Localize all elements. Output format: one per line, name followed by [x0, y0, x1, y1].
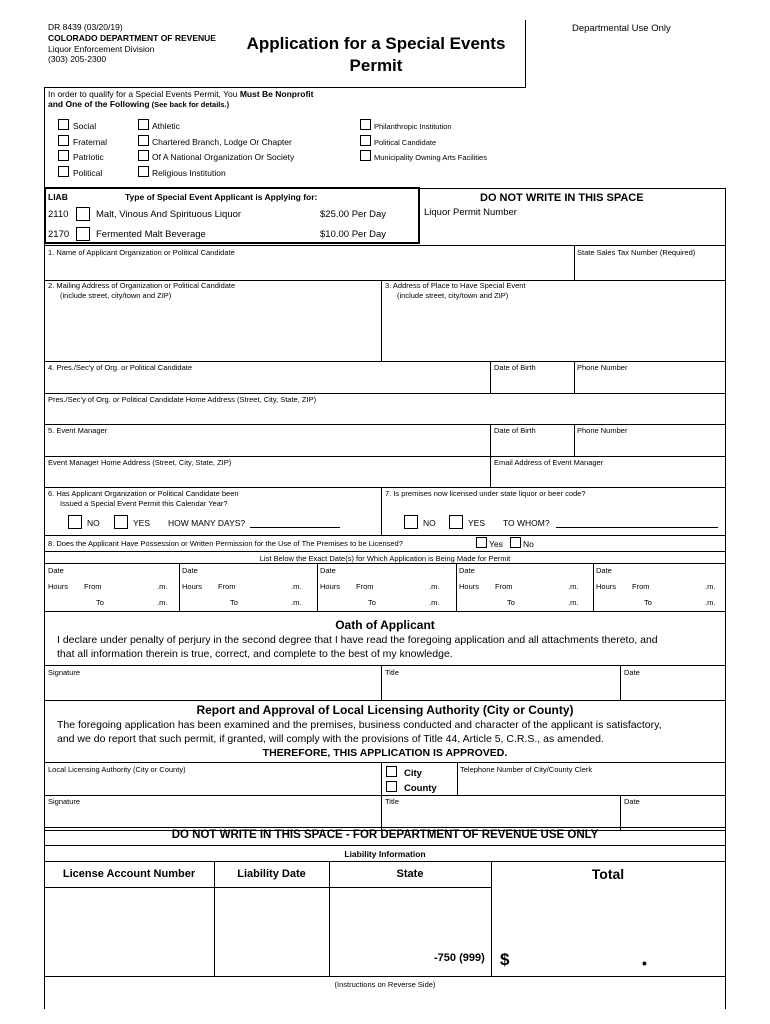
state-code: -750 (999): [434, 952, 485, 964]
national-label: Of A National Organization Or Society: [152, 152, 295, 162]
malt-vinous-checkbox[interactable]: [76, 207, 90, 221]
sales-tax-input[interactable]: [577, 258, 723, 278]
form-number: DR 8439 (03/20/19): [48, 22, 123, 32]
rule: [44, 700, 726, 701]
rule: [44, 551, 726, 552]
rule: [44, 424, 726, 425]
event-address-label: 3. Address of Place to Have Special Event: [385, 281, 526, 290]
clerk-telephone-label: Telephone Number of City/County Clerk: [460, 765, 593, 774]
am-pm-label: .m.: [157, 598, 168, 607]
rule: [44, 861, 726, 862]
athletic-checkbox[interactable]: [138, 119, 149, 130]
am-pm-label: .m.: [429, 598, 440, 607]
to-whom-label: TO WHOM?: [503, 518, 550, 528]
manager-home-label: Event Manager Home Address (Street, City, State, ZIP): [48, 458, 232, 467]
state-label: State: [396, 868, 424, 880]
liab-heading: Type of Special Event Applicant is Applying for:: [125, 192, 318, 202]
division-name: Liquor Enforcement Division: [48, 44, 155, 54]
report-line-2: and we do report that such permit, if granted, will comply with the provisions of Title 44, Article 5, C.R.S., as amended.: [57, 733, 604, 745]
q7-no-label: NO: [423, 518, 436, 528]
divider: [620, 795, 621, 830]
q6-no-checkbox[interactable]: [68, 515, 82, 529]
manager-phone-label: Phone Number: [577, 426, 628, 435]
q8-yes-label: Yes: [489, 539, 503, 549]
from-label: From: [356, 582, 374, 591]
license-account-label: License Account Number: [62, 868, 196, 880]
social-label: Social: [73, 121, 97, 131]
from-label: From: [84, 582, 102, 591]
q8-label: 8. Does the Applicant Have Possession or Written Permission for the Use of The Premises to be Licensed?: [48, 539, 403, 548]
dollar-sign: $: [500, 950, 510, 969]
department-name: COLORADO DEPARTMENT OF REVENUE: [48, 33, 216, 43]
title-line-1: Application for a Special Events: [246, 34, 506, 53]
political-label: Political: [73, 168, 103, 178]
religious-label: Religious Institution: [152, 168, 226, 178]
philanthropic-label: Philanthropic Institution: [374, 122, 452, 131]
liab-row1-code: 2110: [48, 209, 69, 220]
list-dates-heading: List Below the Exact Date(s) for Which Application is Being Made for Permit: [259, 554, 511, 563]
q7-no-checkbox[interactable]: [404, 515, 418, 529]
sales-tax-label: State Sales Tax Number (Required): [577, 248, 696, 257]
president-label: 4. Pres./Sec'y of Org. or Political Candidate: [48, 363, 192, 372]
rule: [44, 845, 726, 846]
report-heading: Report and Approval of Local Licensing Authority (City or County): [196, 703, 574, 717]
candidate-checkbox[interactable]: [360, 135, 371, 146]
to-label: To: [644, 598, 652, 607]
how-many-days-input[interactable]: [250, 527, 340, 528]
rule: [44, 611, 726, 612]
mailing-address-label: 2. Mailing Address of Organization or Political Candidate: [48, 281, 236, 290]
oath-line-2: that all information therein is true, correct, and complete to the best of my knowledge.: [57, 648, 453, 660]
rule: [420, 188, 726, 189]
oath-signature-label: Signature: [48, 668, 81, 677]
am-pm-label: .m.: [568, 598, 579, 607]
rule: [44, 245, 726, 246]
divider: [381, 762, 382, 830]
political-checkbox[interactable]: [58, 166, 69, 177]
religious-checkbox[interactable]: [138, 166, 149, 177]
national-checkbox[interactable]: [138, 150, 149, 161]
q6-yes-checkbox[interactable]: [114, 515, 128, 529]
president-dob-label: Date of Birth: [494, 363, 536, 372]
hours-label: Hours: [596, 582, 617, 591]
athletic-label: Athletic: [152, 121, 180, 131]
how-many-days-label: HOW MANY DAYS?: [168, 518, 246, 528]
liab-row2-code: 2170: [48, 229, 70, 240]
to-label: To: [96, 598, 104, 607]
divider: [457, 762, 458, 795]
president-home-label: Pres./Sec'y of Org. or Political Candidate Home Address (Street, City, State, ZIP): [48, 395, 317, 404]
manager-email-label: Email Address of Event Manager: [494, 458, 604, 467]
from-label: From: [218, 582, 236, 591]
qualify-line-2: and One of the Following (See back for details.): [48, 99, 230, 109]
page-title: [228, 33, 524, 77]
frame-right: [725, 188, 726, 1009]
date-label: Date: [320, 566, 336, 575]
divider: [490, 361, 491, 393]
date-label: Date: [459, 566, 475, 575]
to-label: To: [368, 598, 376, 607]
rule: [44, 762, 726, 763]
q8-no-label: No: [523, 539, 534, 549]
footer-instructions: (Instructions on Reverse Side): [334, 980, 436, 989]
header-divider: [525, 20, 526, 88]
social-checkbox[interactable]: [58, 119, 69, 130]
city-label: City: [404, 768, 422, 779]
rule: [44, 827, 726, 828]
rule: [44, 563, 726, 564]
liab-row2-label: Fermented Malt Beverage: [96, 229, 206, 240]
divider: [574, 245, 575, 280]
q6-no-label: NO: [87, 518, 100, 528]
divider: [381, 280, 382, 361]
report-date-label: Date: [624, 797, 640, 806]
am-pm-label: .m.: [429, 582, 440, 591]
am-pm-label: .m.: [291, 582, 302, 591]
rule: [44, 976, 726, 977]
date-label: Date: [182, 566, 198, 575]
liability-information-label: Liability Information: [344, 849, 426, 859]
oath-date-input[interactable]: [623, 678, 723, 698]
divider: [620, 665, 621, 700]
local-authority-label: Local Licensing Authority (City or County): [48, 765, 186, 774]
patriotic-checkbox[interactable]: [58, 150, 69, 161]
applicant-name-input[interactable]: [46, 258, 572, 278]
am-pm-label: .m.: [705, 598, 716, 607]
date-label: Date: [48, 566, 64, 575]
oath-signature-input[interactable]: [46, 678, 379, 698]
oath-title-label: Title: [385, 668, 399, 677]
am-pm-label: .m.: [157, 582, 168, 591]
rule: [44, 795, 726, 796]
q7-yes-label: YES: [468, 518, 486, 528]
rule: [44, 887, 492, 888]
divider: [456, 563, 457, 611]
rule: [44, 487, 726, 488]
report-approved: THEREFORE, THIS APPLICATION IS APPROVED.: [262, 747, 508, 759]
divider: [381, 665, 382, 700]
q6-yes-label: YES: [133, 518, 151, 528]
liab-row1-price: $25.00 Per Day: [320, 209, 387, 220]
divider: [593, 563, 594, 611]
city-checkbox[interactable]: [386, 766, 397, 777]
report-line-1: The foregoing application has been examined and the premises, business conducted and character of the applicant is satisfactory,: [57, 719, 662, 731]
liab-row1-label: Malt, Vinous And Spirituous Liquor: [96, 209, 242, 220]
divider: [317, 563, 318, 611]
oath-heading: Oath of Applicant: [335, 618, 435, 632]
q7-yes-checkbox[interactable]: [449, 515, 463, 529]
from-label: From: [632, 582, 650, 591]
q8-yes-checkbox[interactable]: [476, 537, 487, 548]
liab-row2-price: $10.00 Per Day: [320, 229, 387, 240]
liab-label: LIAB: [48, 192, 68, 202]
report-title-label: Title: [385, 797, 399, 806]
fermented-malt-checkbox[interactable]: [76, 227, 90, 241]
mailing-address-hint: (include street, city/town and ZIP): [60, 291, 172, 300]
do-not-write-heading: DO NOT WRITE IN THIS SPACE: [480, 192, 644, 204]
dor-heading: DO NOT WRITE IN THIS SPACE - FOR DEPARTMENT OF REVENUE USE ONLY: [171, 829, 599, 841]
q8-no-checkbox[interactable]: [510, 537, 521, 548]
from-label: From: [495, 582, 513, 591]
decimal-point: •: [642, 955, 647, 971]
date-label: Date: [596, 566, 612, 575]
mailing-address-input[interactable]: [46, 302, 379, 359]
rule: [44, 393, 726, 394]
rule: [44, 361, 726, 362]
am-pm-label: .m.: [568, 582, 579, 591]
rule: [44, 535, 726, 536]
county-checkbox[interactable]: [386, 781, 397, 792]
liquor-permit-number-label: Liquor Permit Number: [424, 207, 517, 218]
total-label: Total: [591, 866, 625, 882]
president-phone-label: Phone Number: [577, 363, 628, 372]
fraternal-checkbox[interactable]: [58, 135, 69, 146]
to-label: To: [230, 598, 238, 607]
manager-dob-label: Date of Birth: [494, 426, 536, 435]
oath-title-input[interactable]: [384, 678, 618, 698]
oath-line-1: I declare under penalty of perjury in the second degree that I have read the foregoing application and all attachments thereto, and: [57, 634, 658, 646]
candidate-label: Political Candidate: [374, 138, 437, 147]
departmental-use-label: Departmental Use Only: [572, 23, 671, 34]
oath-date-label: Date: [624, 668, 640, 677]
divider: [179, 563, 180, 611]
liability-date-label: Liability Date: [237, 868, 306, 880]
municipality-checkbox[interactable]: [360, 150, 371, 161]
divider: [574, 424, 575, 456]
chartered-checkbox[interactable]: [138, 135, 149, 146]
county-label: County: [404, 783, 437, 794]
chartered-label: Chartered Branch, Lodge Or Chapter: [152, 137, 292, 147]
q7-label: 7. Is premises now licensed under state liquor or beer code?: [385, 489, 586, 498]
rule: [44, 665, 726, 666]
to-label: To: [507, 598, 515, 607]
fraternal-label: Fraternal: [73, 137, 108, 147]
event-manager-label: 5. Event Manager: [48, 426, 108, 435]
am-pm-label: .m.: [291, 598, 302, 607]
divider: [381, 487, 382, 535]
report-signature-label: Signature: [48, 797, 81, 806]
event-address-hint: (include street, city/town and ZIP): [397, 291, 509, 300]
q6-line-2: Issued a Special Event Permit this Calendar Year?: [60, 499, 228, 508]
rule: [44, 87, 526, 88]
qualify-line-1: In order to qualify for a Special Events Permit, You Must Be Nonprofit: [48, 89, 314, 99]
hours-label: Hours: [459, 582, 480, 591]
hours-label: Hours: [48, 582, 69, 591]
municipality-label: Municipality Owning Arts Facilities: [374, 153, 487, 162]
patriotic-label: Patriotic: [73, 152, 104, 162]
event-address-input[interactable]: [384, 302, 723, 359]
philanthropic-checkbox[interactable]: [360, 119, 371, 130]
q6-line-1: 6. Has Applicant Organization or Political Candidate been: [48, 489, 239, 498]
applicant-name-label: 1. Name of Applicant Organization or Political Candidate: [48, 248, 235, 257]
to-whom-input[interactable]: [556, 527, 718, 528]
am-pm-label: .m.: [705, 582, 716, 591]
rule: [44, 456, 726, 457]
divider: [574, 361, 575, 393]
division-phone: (303) 205-2300: [48, 54, 107, 64]
hours-label: Hours: [182, 582, 203, 591]
hours-label: Hours: [320, 582, 341, 591]
title-line-2: Permit: [349, 56, 403, 75]
